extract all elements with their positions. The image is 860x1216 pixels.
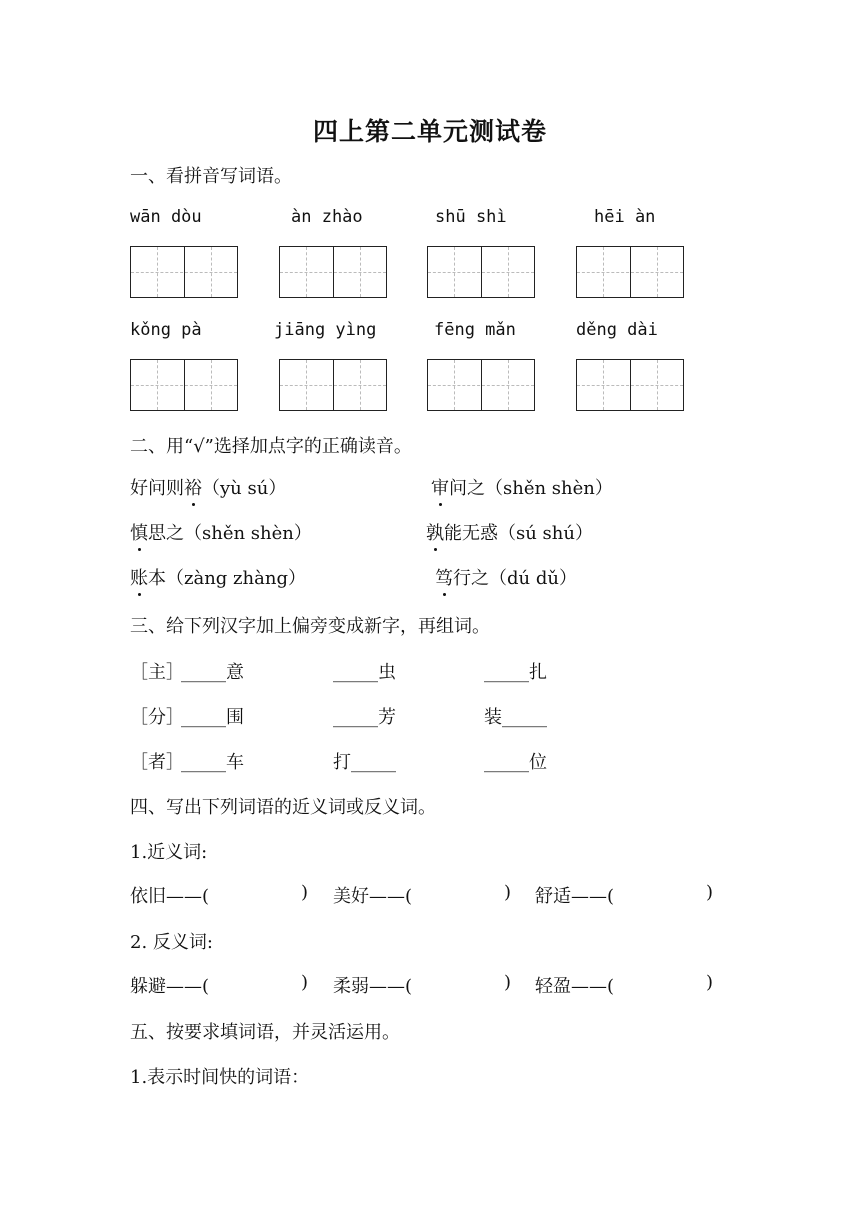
reading-item[interactable] bbox=[130, 474, 286, 500]
item-text: 好问则 bbox=[130, 478, 184, 499]
time-words-subheading: 1.表示时间快的词语： bbox=[130, 1067, 310, 1088]
writing-grid[interactable] bbox=[427, 246, 535, 298]
close-paren: ) bbox=[301, 972, 309, 993]
page-title: 四上第二单元测试卷 bbox=[312, 117, 547, 146]
writing-grid[interactable] bbox=[279, 359, 387, 411]
antonym-subheading: 2. 反义词: bbox=[130, 932, 213, 953]
item-text: 思之 bbox=[148, 523, 184, 544]
reading-options: （shěn shèn） bbox=[184, 523, 312, 544]
item-text: 行之 bbox=[453, 568, 489, 589]
dotted-char: 账 bbox=[130, 564, 148, 590]
reading-options: （yù sú） bbox=[202, 478, 287, 499]
writing-grid[interactable] bbox=[130, 359, 238, 411]
reading-options: （dú dǔ） bbox=[489, 568, 577, 589]
dotted-char: 裕 bbox=[184, 474, 202, 500]
synonym-subheading: 1.近义词: bbox=[130, 842, 208, 863]
reading-item[interactable] bbox=[130, 519, 312, 545]
dotted-char: 孰 bbox=[426, 519, 444, 545]
reading-item[interactable] bbox=[431, 474, 613, 500]
section-2-heading: 二、用“√”选择加点字的正确读音。 bbox=[130, 436, 412, 457]
pinyin-label: děng dài bbox=[576, 320, 658, 340]
writing-grid[interactable] bbox=[130, 246, 238, 298]
reading-options: （sú shú） bbox=[498, 523, 593, 544]
fill-blank[interactable]: _____车 bbox=[181, 752, 244, 773]
pinyin-label: àn zhào bbox=[291, 207, 363, 227]
fill-blank[interactable]: _____扎 bbox=[484, 662, 547, 683]
antonym-item[interactable]: 躲避——( bbox=[130, 976, 210, 997]
fill-blank[interactable]: _____芳 bbox=[333, 707, 396, 728]
root-char: ［主］ bbox=[130, 662, 184, 683]
item-text: 问之 bbox=[449, 478, 485, 499]
pinyin-label: hēi àn bbox=[594, 207, 656, 227]
close-paren: ) bbox=[301, 882, 309, 903]
pinyin-label: shū shì bbox=[435, 207, 507, 227]
close-paren: ) bbox=[504, 972, 512, 993]
fill-blank[interactable]: _____围 bbox=[181, 707, 244, 728]
pinyin-label: jiāng yìng bbox=[274, 320, 377, 340]
dotted-char: 审 bbox=[431, 474, 449, 500]
writing-grid[interactable] bbox=[576, 359, 684, 411]
synonym-item[interactable]: 舒适——( bbox=[535, 886, 615, 907]
pinyin-label: kǒng pà bbox=[130, 320, 202, 340]
reading-item[interactable] bbox=[435, 564, 577, 590]
reading-options: （shěn shèn） bbox=[485, 478, 613, 499]
fill-blank[interactable]: _____虫 bbox=[333, 662, 396, 683]
antonym-item[interactable]: 轻盈——( bbox=[535, 976, 615, 997]
writing-grid[interactable] bbox=[279, 246, 387, 298]
section-5-heading: 五、按要求填词语，并灵活运用。 bbox=[130, 1022, 400, 1043]
close-paren: ) bbox=[504, 882, 512, 903]
close-paren: ) bbox=[706, 972, 714, 993]
dotted-char: 笃 bbox=[435, 564, 453, 590]
pinyin-label: wān dòu bbox=[130, 207, 202, 227]
close-paren: ) bbox=[706, 882, 714, 903]
fill-blank[interactable]: _____位 bbox=[484, 752, 547, 773]
synonym-item[interactable]: 美好——( bbox=[333, 886, 413, 907]
section-4-heading: 四、写出下列词语的近义词或反义词。 bbox=[130, 797, 436, 818]
item-text: 本 bbox=[148, 568, 166, 589]
synonym-item[interactable]: 依旧——( bbox=[130, 886, 210, 907]
root-char: ［者］ bbox=[130, 752, 184, 773]
fill-blank[interactable]: 打_____ bbox=[333, 752, 396, 773]
root-char: ［分］ bbox=[130, 707, 184, 728]
antonym-item[interactable]: 柔弱——( bbox=[333, 976, 413, 997]
item-text: 能无惑 bbox=[444, 523, 498, 544]
dotted-char: 慎 bbox=[130, 519, 148, 545]
reading-options: （zàng zhàng） bbox=[166, 568, 306, 589]
writing-grid[interactable] bbox=[576, 246, 684, 298]
reading-item[interactable] bbox=[130, 564, 306, 590]
writing-grid[interactable] bbox=[427, 359, 535, 411]
fill-blank[interactable]: _____意 bbox=[181, 662, 244, 683]
section-3-heading: 三、给下列汉字加上偏旁变成新字，再组词。 bbox=[130, 616, 490, 637]
section-1-heading: 一、看拼音写词语。 bbox=[130, 166, 292, 187]
fill-blank[interactable]: 装_____ bbox=[484, 707, 547, 728]
pinyin-label: fēng mǎn bbox=[434, 320, 516, 340]
reading-item[interactable] bbox=[426, 519, 593, 545]
